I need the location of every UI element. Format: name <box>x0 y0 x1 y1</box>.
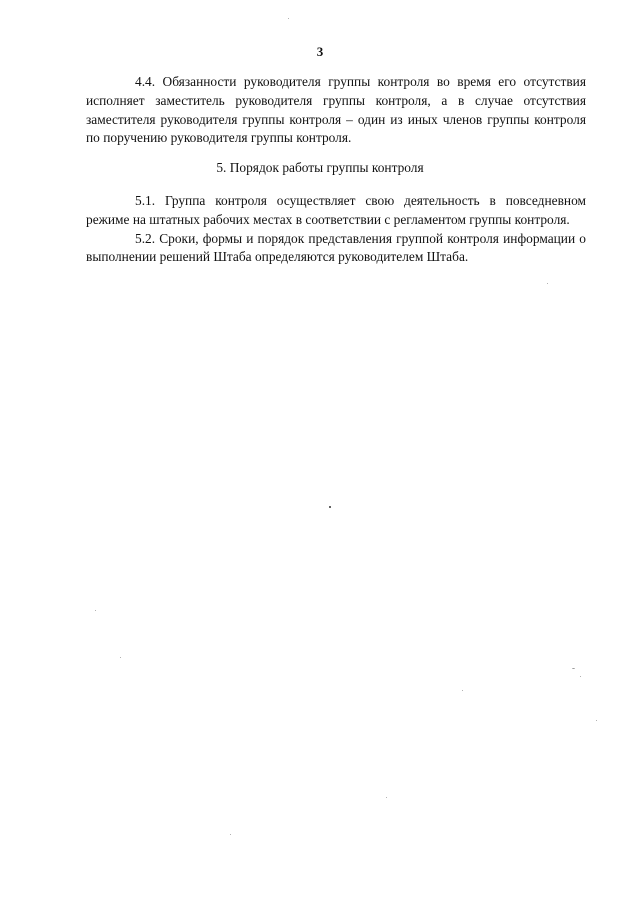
scan-speck <box>120 657 121 658</box>
paragraph-5-1: 5.1. Группа контроля осуществляет свою деятельность в повседневном режиме на штатных рабочих местах в соответствии с регламентом группы контроля. <box>86 193 586 227</box>
section-4-body <box>86 73 586 148</box>
section-5-heading: 5. Порядок работы группы контроля <box>216 160 424 175</box>
paragraph-5-2: 5.2. Сроки, формы и порядок представления группой контроля информации о выполнении решений Штаба определяются руководителем Штаба. <box>86 230 586 265</box>
scan-speck <box>329 506 331 508</box>
scan-speck <box>462 690 463 691</box>
scan-speck <box>547 283 548 284</box>
scan-speck <box>288 18 289 19</box>
scan-speck <box>95 610 96 611</box>
scan-speck <box>386 797 387 798</box>
scan-speck <box>230 834 231 835</box>
section-5-body <box>86 192 586 267</box>
paragraph-4-4: 4.4. Обязанности руководителя группы контроля во время его отсутствия исполняет заместитель руководителя группы контроля, а в случае отсутствия заместителя руководителя группы контроля – один из иных членов группы контроля по поручению руководителя группы контроля. <box>86 74 586 146</box>
scan-speck <box>596 720 597 721</box>
scan-speck <box>580 676 581 677</box>
page-number: 3 <box>316 44 324 59</box>
scan-speck <box>572 668 575 669</box>
